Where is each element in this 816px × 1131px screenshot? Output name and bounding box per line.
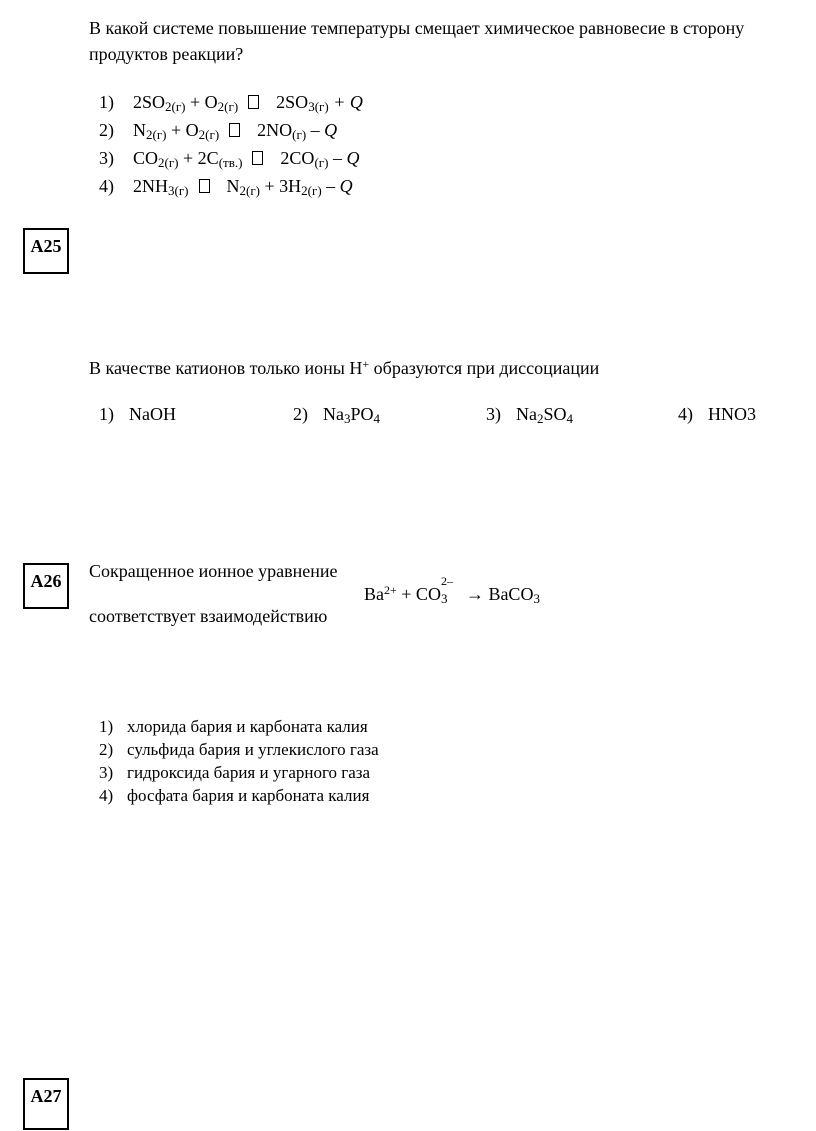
formula-part: Na [323, 404, 344, 424]
option-number: 3) [486, 404, 501, 424]
formula-part: CO [133, 148, 159, 168]
option-number: 2) [293, 404, 308, 424]
question-label-a25: A25 [23, 228, 69, 274]
option-number: 2) [99, 740, 114, 759]
option-number: 1) [99, 404, 114, 424]
subscript: 3 [533, 591, 540, 606]
option-number: 2) [99, 120, 114, 140]
option-text: хлорида бария и карбоната калия [127, 717, 368, 736]
q26-question-line1: Сокращенное ионное уравнение [89, 561, 338, 581]
subscript: 3(г) [168, 183, 189, 198]
subscript: 4 [373, 411, 381, 426]
formula-part: 2NH [133, 176, 168, 196]
formula-part: + O [185, 92, 218, 112]
q24-question-line2: продуктов реакции? [89, 44, 244, 64]
subscript: 2(г) [198, 127, 220, 142]
q24-option-2 [99, 120, 337, 141]
equilibrium-symbol-icon [199, 179, 210, 193]
formula-part: Na [516, 404, 537, 424]
subscript: 2(г) [239, 183, 260, 198]
equilibrium-symbol-icon [248, 95, 259, 109]
formula-part: N [133, 120, 146, 140]
question-text: В качестве катионов только ионы H [89, 358, 363, 378]
subscript: 3 [440, 591, 448, 606]
formula-part: 2NO [257, 120, 293, 140]
formula-part: + O [166, 120, 199, 140]
q25-option-1 [99, 404, 176, 425]
option-number: 1) [99, 717, 114, 736]
formula-part: PO [350, 404, 374, 424]
formula-part: SO [543, 404, 567, 424]
q26-option-1 [99, 717, 368, 737]
question-label-a27: A27 [23, 1078, 69, 1130]
subscript: 2(г) [146, 127, 167, 142]
q26-option-3 [99, 763, 370, 783]
formula-part: + 3H [260, 176, 302, 196]
option-text: HNO3 [708, 404, 756, 424]
formula-part: Ba [364, 584, 384, 604]
formula-part: + CO [396, 584, 441, 604]
option-text: гидроксида бария и угарного газа [127, 763, 371, 782]
formula-part: N [226, 176, 240, 196]
subscript: 2 [537, 411, 544, 426]
q26-option-2 [99, 740, 379, 760]
subscript: (г) [314, 155, 329, 170]
formula-part: → BaCO [461, 584, 534, 604]
q24-option-3 [99, 148, 359, 169]
q25-option-2 [293, 404, 380, 425]
subscript: 2(г) [301, 183, 322, 198]
formula-part: + Q [328, 92, 363, 112]
q25-question [89, 358, 599, 379]
subscript: 3 [344, 411, 351, 426]
q26-ionic-equation: $Ba^{2+}$ + CO 2– $_3$ → BaCO$_3$ [364, 574, 540, 606]
equilibrium-symbol-icon [229, 123, 240, 137]
q26-option-4 [99, 786, 369, 806]
formula-part: 2SO [133, 92, 166, 112]
subscript: 2(г) [217, 99, 239, 114]
option-number: 4) [678, 404, 693, 424]
option-number: 1) [99, 92, 114, 112]
option-text: NaOH [129, 404, 176, 424]
formula-part: 2CO [280, 148, 315, 168]
formula-part: 2SO [276, 92, 309, 112]
option-number: 3) [99, 763, 114, 782]
option-number: 4) [99, 176, 114, 196]
question-text: образуются при диссоциации [369, 358, 600, 378]
subscript: 3(г) [308, 99, 329, 114]
q24-option-1 [99, 92, 363, 113]
subscript: 2(г) [158, 155, 179, 170]
q24-option-4 [99, 176, 353, 197]
formula-part: – Q [328, 148, 360, 168]
q25-option-4 [678, 404, 756, 425]
formula-part: – Q [306, 120, 338, 140]
option-text: фосфата бария и карбоната калия [127, 786, 370, 805]
subscript: 4 [566, 411, 574, 426]
subscript: 2(г) [165, 99, 186, 114]
q24-question-line1: В какой системе повышение температуры смещает химическое равновесие в сторону [89, 18, 745, 38]
subscript: (г) [292, 127, 307, 142]
subscript: (тв.) [218, 155, 243, 170]
superscript: + [362, 357, 370, 371]
question-label-a26: A26 [23, 563, 69, 609]
formula-part: – Q [321, 176, 353, 196]
equilibrium-symbol-icon [252, 151, 263, 165]
option-number: 4) [99, 786, 114, 805]
superscript: 2+ [384, 583, 397, 597]
q26-question-line2: соответствует взаимодействию [89, 606, 328, 626]
q25-option-3 [486, 404, 573, 425]
option-text: сульфида бария и углекислого газа [127, 740, 379, 759]
option-number: 3) [99, 148, 114, 168]
formula-part: + 2C [178, 148, 219, 168]
